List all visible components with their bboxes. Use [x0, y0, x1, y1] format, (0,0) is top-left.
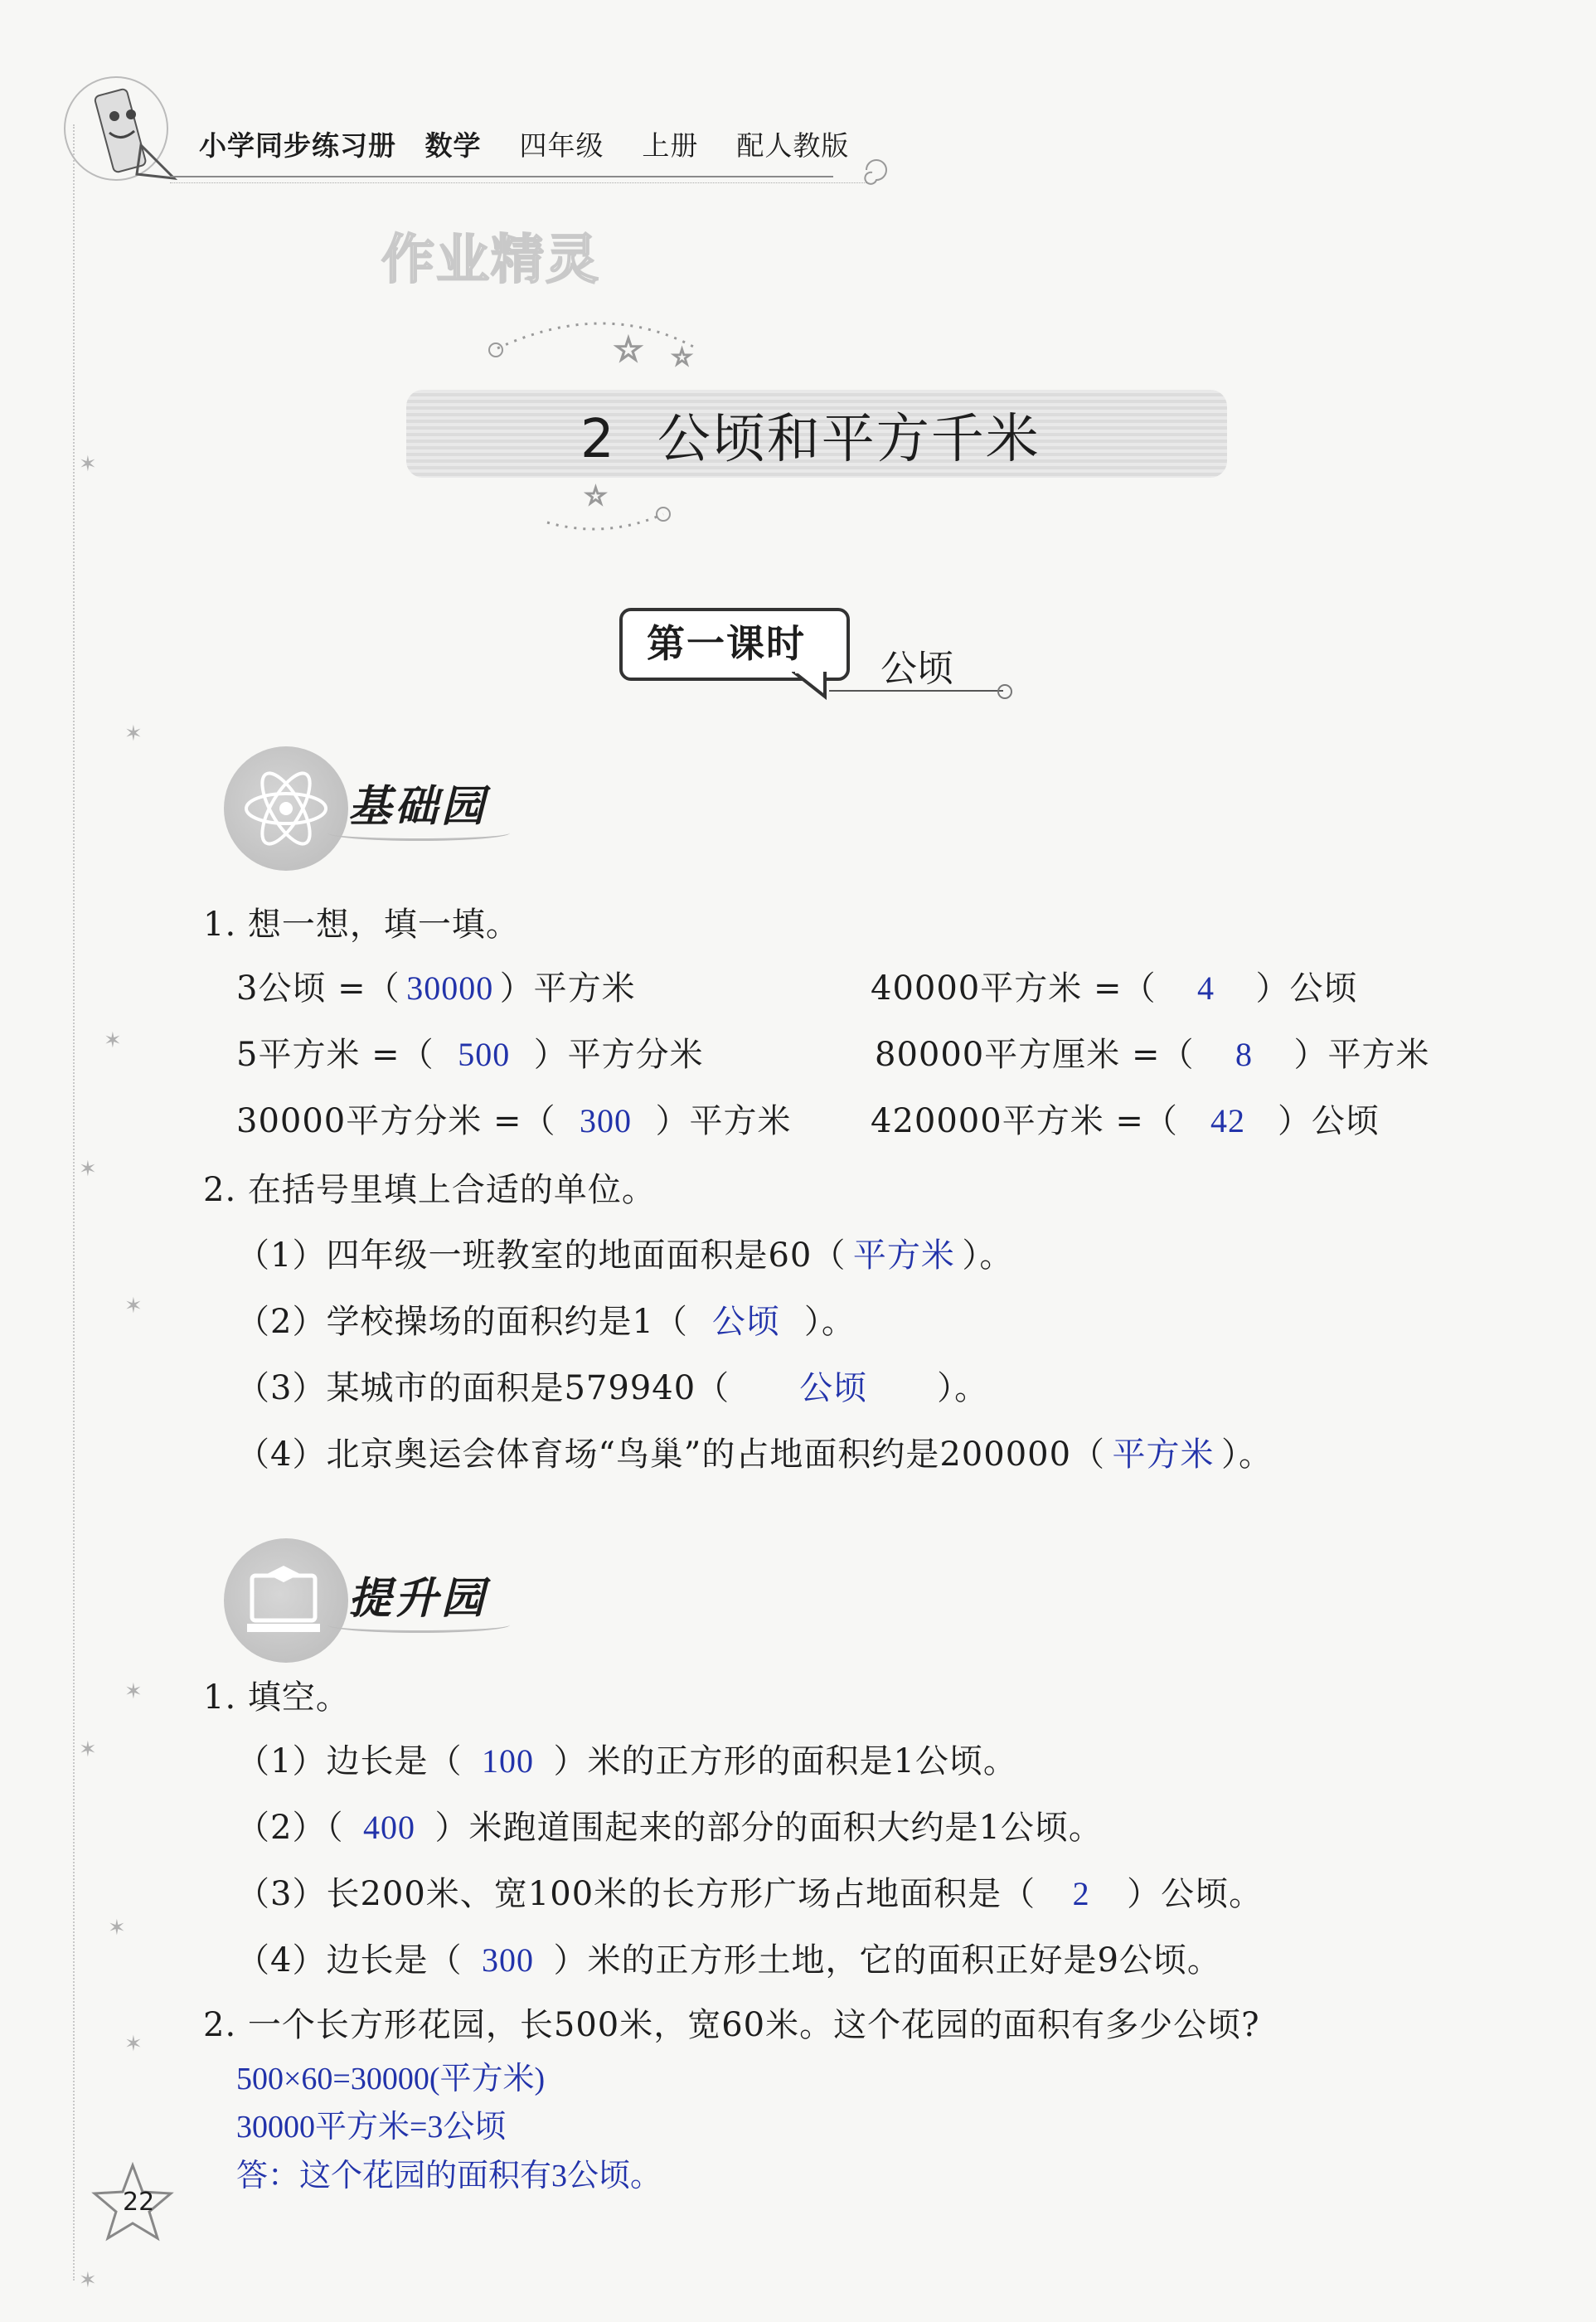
answer: 公顷 [711, 1303, 780, 1340]
question-prompt: 1. 填空。 [203, 1678, 350, 1717]
answer: 300 [481, 1941, 534, 1979]
star-icon: ✶ [124, 1294, 143, 1319]
page-margin-dots [73, 124, 76, 2281]
question-prompt: 2. 一个长方形花园，长500米，宽60米。这个花园的面积有多少公顷? [203, 2006, 1260, 2044]
solution-line: 30000平方米=3公顷 [236, 2110, 507, 2145]
star-icon: ✶ [124, 721, 143, 746]
star-icon: ✶ [108, 1916, 126, 1941]
svg-text:☆: ☆ [585, 482, 607, 511]
answer: 平方米 [1112, 1435, 1215, 1473]
star-icon: ✶ [124, 2032, 143, 2057]
fill-item: （1）四年级一班教室的地面面积是60（ 平方米 ）。 [236, 1229, 1013, 1276]
fill-item: （3）长200米、宽100米的长方形广场占地面积是（ 2 ）公顷。 [236, 1875, 1264, 1913]
star-icon: ✶ [79, 2268, 97, 2293]
svg-text:☆: ☆ [672, 343, 693, 371]
section-swoosh [327, 825, 510, 841]
fill-item: 420000平方米 =（ 42 ）公顷 [871, 1102, 1380, 1140]
watermark: 作业精灵 [381, 230, 600, 291]
answer: 400 [362, 1809, 415, 1846]
section-swoosh [327, 1617, 510, 1633]
answer: 42 [1210, 1102, 1245, 1139]
fill-item: （1）边长是（ 100 ）米的正方形的面积是1公顷。 [236, 1742, 1017, 1780]
speech-tail-icon [792, 672, 833, 705]
chapter-name: 公顷和平方千米 [657, 409, 1041, 470]
page-number: 22 [123, 2188, 155, 2217]
chapter-title [580, 396, 1041, 473]
answer: 500 [458, 1036, 511, 1073]
solution-line: 答：这个花园的面积有3公顷。 [236, 2159, 662, 2193]
answer: 30000 [406, 969, 494, 1007]
star-icon: ✶ [124, 1679, 143, 1704]
fill-item: （2）学校操场的面积约是1（ 公顷 ）。 [236, 1295, 856, 1343]
star-icon: ✶ [79, 1157, 97, 1182]
header-rule [170, 176, 833, 177]
fill-item: 80000平方厘米 =（ 8 ）平方米 [875, 1036, 1430, 1074]
fill-item: （2）（ 400 ）米跑道围起来的部分的面积大约是1公顷。 [236, 1809, 1103, 1847]
question-prompt: 1. 想一想，填一填。 [203, 906, 520, 944]
fill-item: 40000平方米 =（ 4 ）公顷 [871, 969, 1358, 1008]
grade: 四年级 [519, 129, 604, 162]
swirl-icon [858, 153, 900, 187]
edition: 配人教版 [736, 129, 850, 162]
term: 上册 [642, 129, 699, 162]
lesson-label: 第一课时 [647, 621, 806, 666]
circle-dot-icon [995, 682, 1015, 702]
chapter-number: 2 [580, 409, 616, 470]
solution-line: 500×60=30000(平方米) [236, 2062, 546, 2096]
section-title-advanced: 提升园 [348, 1573, 488, 1624]
header-rule-dotted [170, 182, 866, 183]
answer: 4 [1196, 969, 1215, 1007]
fill-item: 5平方米 =（ 500 ）平方分米 [236, 1036, 704, 1074]
question-prompt: 2. 在括号里填上合适的单位。 [203, 1171, 656, 1209]
answer: 平方米 [852, 1236, 955, 1274]
fill-item: （3）某城市的面积是579940（ 公顷 ）。 [236, 1362, 988, 1409]
header-title [199, 124, 849, 163]
svg-text:☆: ☆ [614, 331, 643, 369]
answer: 公顷 [799, 1369, 868, 1406]
book-name: 小学同步练习册 [199, 129, 396, 162]
subject: 数学 [424, 129, 482, 162]
fill-item: 3公顷 =（ 30000 ）平方米 [236, 969, 636, 1008]
fill-item: 30000平方分米 =（ 300 ）平方米 [236, 1102, 792, 1140]
star-icon: ✶ [104, 1028, 122, 1053]
answer: 300 [579, 1102, 632, 1139]
answer: 2 [1072, 1875, 1090, 1912]
pencil-mascot-icon [58, 66, 182, 191]
lesson-topic: 公顷 [880, 648, 953, 690]
fill-item: （4）北京奥运会体育场“鸟巢”的占地面积约是200000（ 平方米 ）。 [236, 1428, 1273, 1475]
monitor-icon [242, 1557, 333, 1649]
answer: 100 [481, 1742, 534, 1780]
answer: 8 [1235, 1036, 1253, 1073]
fill-item: （4）边长是（ 300 ）米的正方形土地，它的面积正好是9公顷。 [236, 1941, 1221, 1980]
lesson-underline [829, 690, 1003, 692]
atom-icon [239, 761, 334, 857]
star-icon: ✶ [79, 1737, 97, 1762]
section-title-basic: 基础园 [348, 781, 488, 832]
star-icon: ✶ [79, 452, 97, 477]
